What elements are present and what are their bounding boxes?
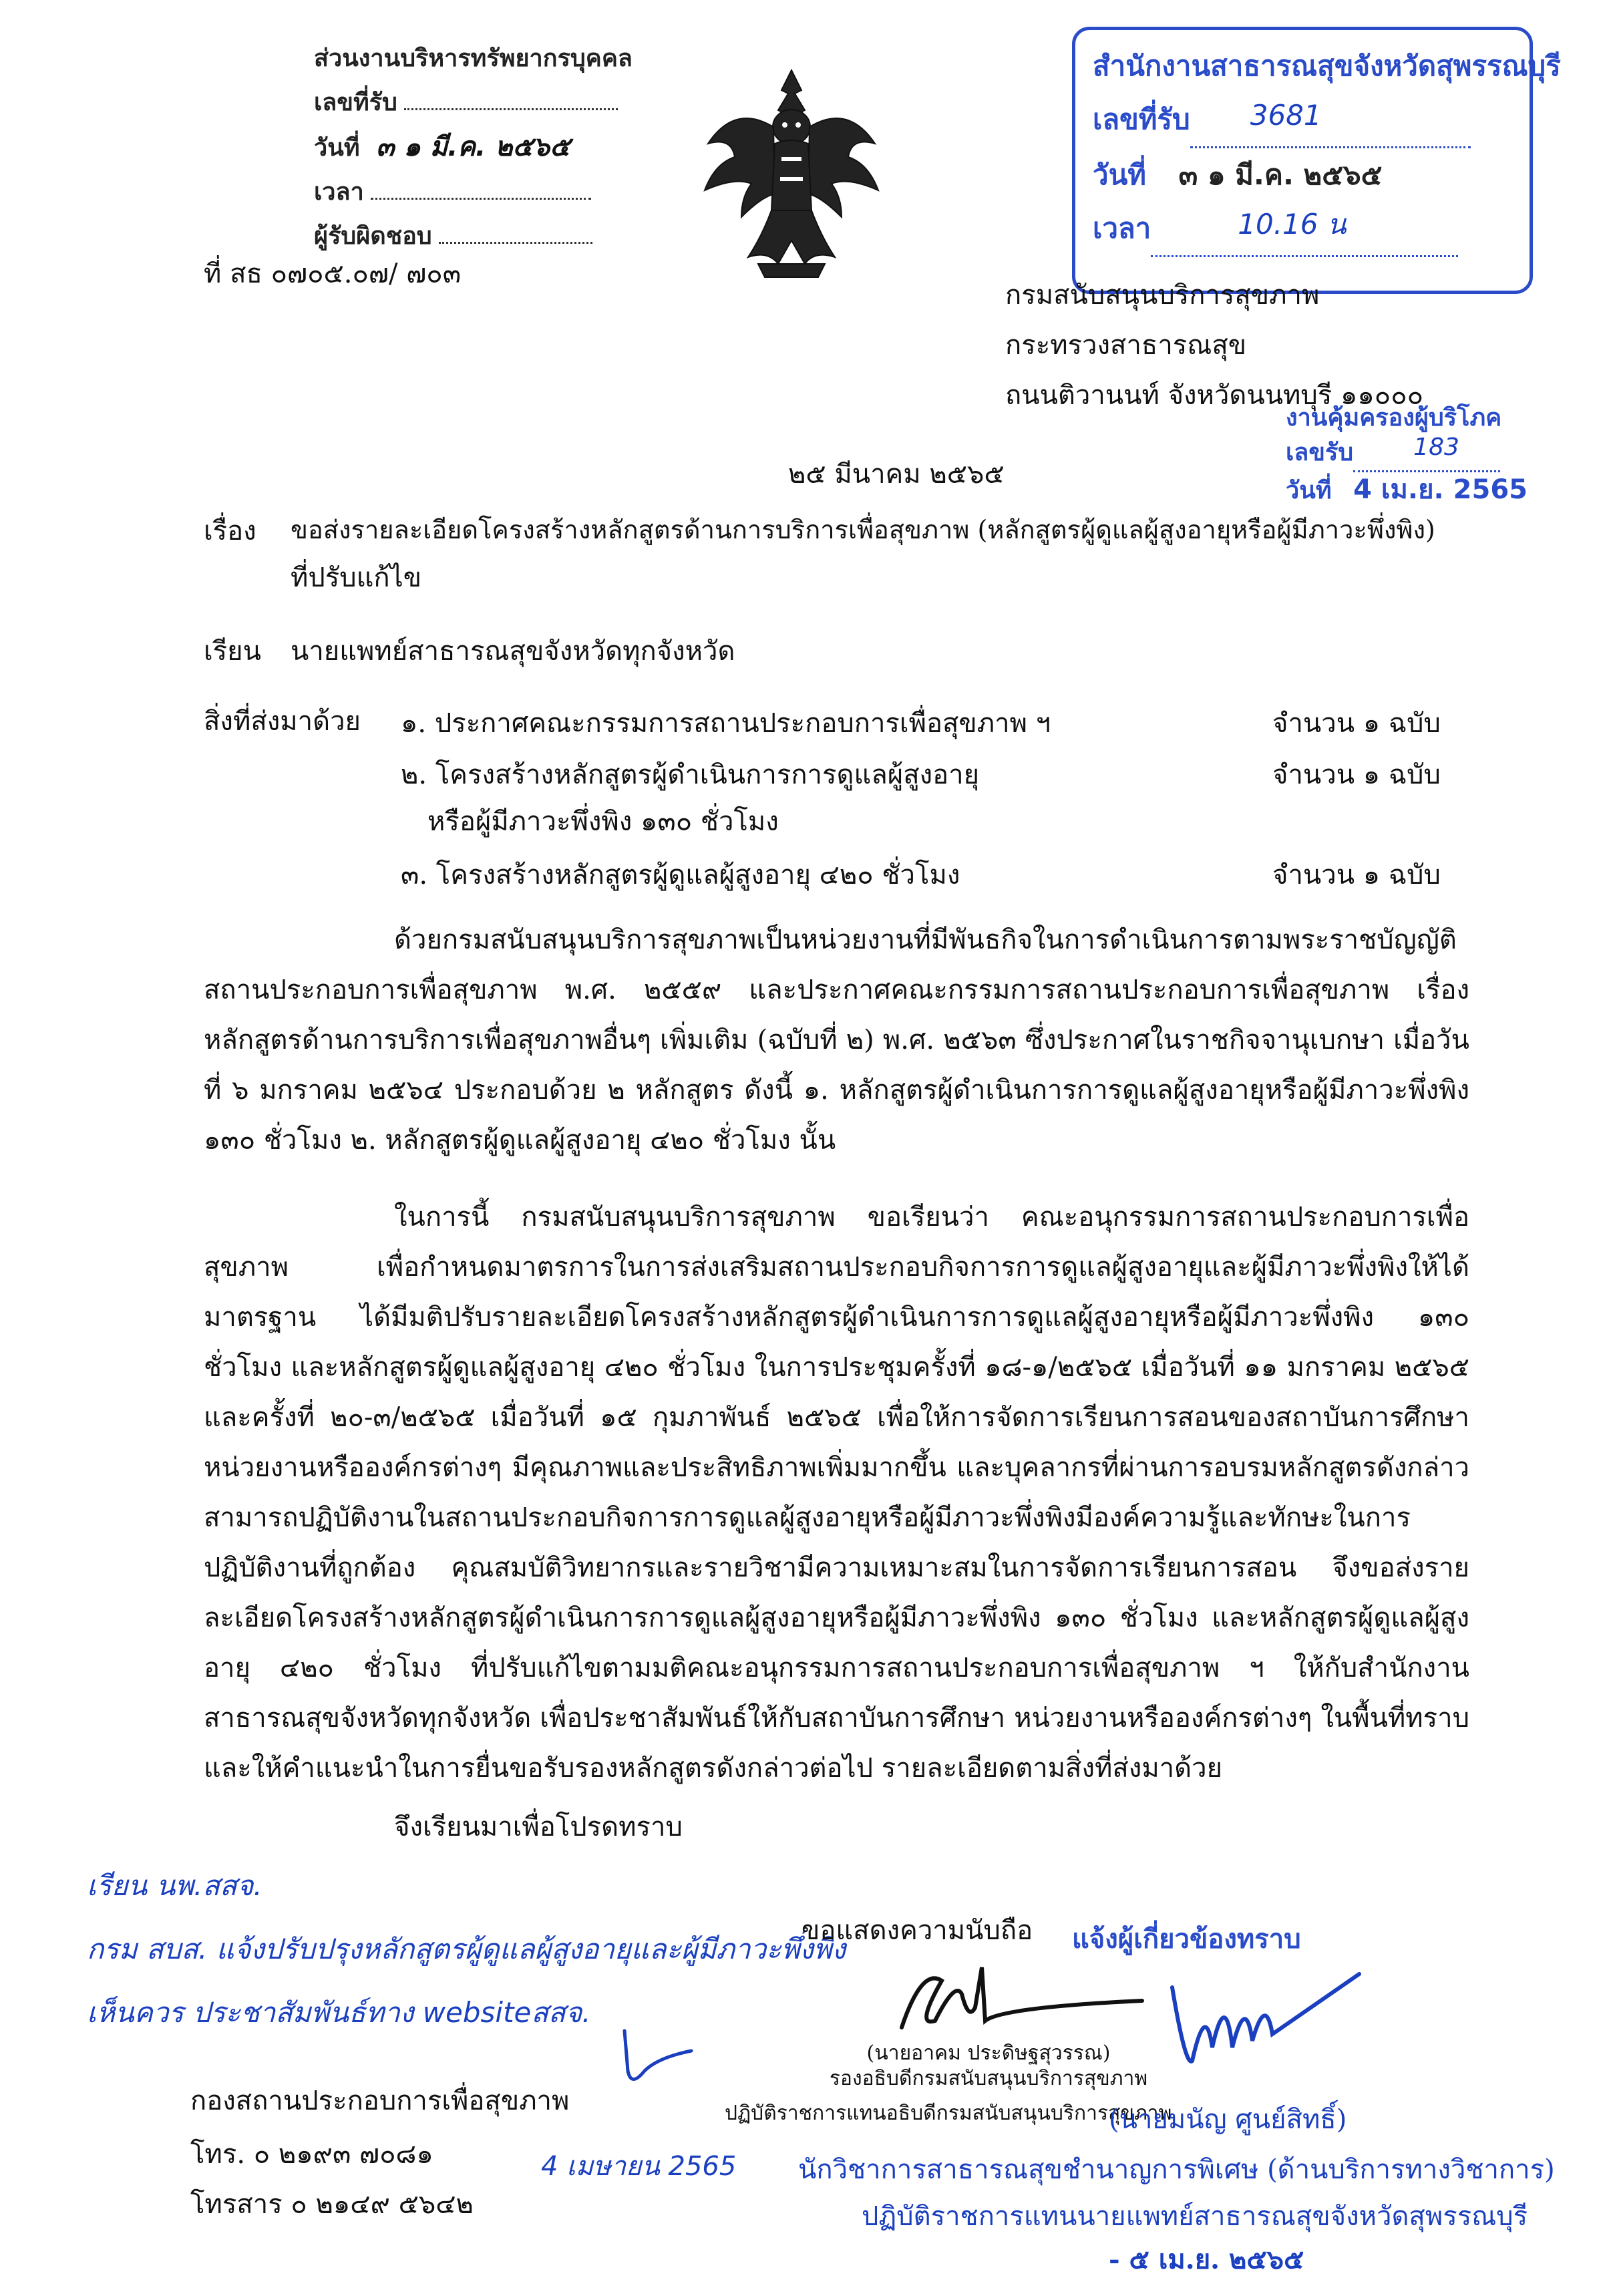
stamp-recv-label: เลขที่รับ (1093, 103, 1190, 136)
signer-title-2: ปฏิบัติราชการแทนอธิบดีกรมสนับสนุนบริการสุขภาพ (725, 2102, 1172, 2125)
sender-department: กรมสนับสนุนบริการสุขภาพ (1005, 280, 1320, 311)
body-paragraph-2: ในการนี้ กรมสนับสนุนบริการสุขภาพ ขอเรียนว่า คณะอนุกรรมการสถานประกอบการเพื่อสุขภาพ เพื่อกำหนดมาตรการในการส่งเสริมสถานประกอบกิจการการดูแลผู้สูงอายุและผู้มีภาวะพึ่งพิงให้ได้มาตรฐาน ได้มีมติปรับรายละเอียดโครงสร้างหลักสูตรผู้ดำเนินการการดูแลผู้สูงอายุหรือผู้มีภาวะพึ่งพิง ๑๓๐ ชั่วโมง และหลักสูตรผู้ดูแลผู้สูงอายุ ๔๒๐ ชั่วโมง ในการประชุมครั้งที่ ๑๘-๑/๒๕๖๕ เมื่อวันที่ ๑๑ มกราคม ๒๕๖๕ และครั้งที่ ๒๐-๓/๒๕๖๕ เมื่อวันที่ ๑๕ กุมภาพันธ์ ๒๕๖๕ เพื่อให้การจัดการเรียนการสอนของสถาบันการศึกษา หน่วยงานหรือองค์กรต่างๆ มีคุณภาพและประสิทธิภาพเพิ่มมากขึ้น และบุคลากรที่ผ่านการอบรมหลักสูตรดังกล่าวสามารถปฏิบัติงานในสถานประกอบกิจการการดูแลผู้สูงอายุหรือผู้มีภาวะพึ่งพิงมีองค์ความรู้และทักษะในการปฏิบัติงานที่ถูกต้อง คุณสมบัติวิทยากรและรายวิชามีความเหมาะสมในการจัดการเรียนการสอน จึงขอส่งรายละเอียดโครงสร้างหลักสูตรผู้ดำเนินการการดูแลผู้สูงอายุหรือผู้มีภาวะพึ่งพิง ๑๓๐ ชั่วโมง และหลักสูตรผู้ดูแลผู้สูงอายุ ๔๒๐ ชั่วโมง ที่ปรับแก้ไขตามมติคณะอนุกรรมการสถานประกอบการเพื่อสุขภาพ ฯ ให้กับสำนักงานสาธารณสุขจังหวัดทุกจังหวัด เพื่อประชาสัมพันธ์ให้กับสถาบันการศึกษา หน่วยงานหรือองค์กรต่างๆ ในพื้นที่ทราบ และให้คำแนะนำในการยื่นขอรับรองหลักสูตรดังกล่าวต่อไป รายละเอียดตามสิ่งที่ส่งมาด้วย (204, 1202, 1470, 1784)
receipt-stamp-consumer-protection (1286, 401, 1528, 508)
sender-street: ถนนติวานนท์ จังหวัดนนทบุรี ๑๑๐๐๐ (1005, 380, 1424, 411)
closing-line: จึงเรียนมาเพื่อโปรดทราบ (394, 1812, 683, 1842)
stamp-office-title: สำนักงานสาธารณสุขจังหวัดสุพรรณบุรี (1093, 49, 1561, 82)
stamp-left-org: ส่วนงานบริหารทรัพยากรบุคคล (314, 45, 633, 72)
consumer-recv-label: เลขรับ (1286, 439, 1354, 466)
attachment-3-qty: จำนวน ๑ ฉบับ (1272, 860, 1441, 890)
stamp-left-date-label: วันที่ (314, 134, 360, 162)
signer-signature (875, 1954, 1155, 2047)
approver-title-2: ปฏิบัติราชการแทนนายแพทย์สาธารณสุขจังหวัดสุพรรณบุรี (862, 2201, 1528, 2232)
stamp-time-value: 10.16 น (1238, 208, 1347, 240)
attachments-label: สิ่งที่ส่งมาด้วย (204, 706, 361, 737)
consumer-recv-value: 183 (1413, 434, 1459, 461)
note-line-1: เรียน นพ.สสจ. (87, 1869, 262, 1902)
consumer-date-label: วันที่ (1286, 477, 1332, 504)
subject-line1: ขอส่งรายละเอียดโครงสร้างหลักสูตรด้านการบริการเพื่อสุขภาพ (หลักสูตรผู้ดูแลผู้สูงอายุหรือผู้มีภาวะพึ่งพิง) (291, 515, 1435, 544)
signer-name: (นายอาคม ประดิษฐสุวรรณ) (866, 2041, 1111, 2065)
approver-signature (1145, 1961, 1366, 2094)
fax: โทรสาร ๐ ๒๑๔๙ ๕๖๔๒ (190, 2189, 474, 2220)
stamp-date-value: ๓ ๑ มี.ค. ๒๕๖๕ (1178, 158, 1383, 191)
regards: ขอแสดงความนับถือ (801, 1915, 1033, 1946)
division: กองสถานประกอบการเพื่อสุขภาพ (190, 2086, 570, 2116)
letter-date: ๒๕ มีนาคม ๒๕๖๕ (788, 459, 1005, 490)
stamp-time-label: เวลา (1093, 212, 1151, 244)
subject-label: เรื่อง (204, 516, 256, 546)
note-line-3: เห็นควร ประชาสัมพันธ์ทาง websiteสสจ. (87, 1996, 591, 2029)
stamp-left-date-value: ๓ ๑ มี.ค. ๒๕๖๕ (376, 132, 570, 162)
stamp-left-time-label: เวลา (314, 178, 364, 206)
stamp-recv-value: 3681 (1250, 99, 1322, 132)
attachment-2-cont: หรือผู้มีภาวะพึ่งพิง ๑๓๐ ชั่วโมง (427, 806, 779, 837)
telephone: โทร. ๐ ๒๑๙๓ ๗๐๘๑ (190, 2139, 433, 2170)
attachment-2: ๒. โครงสร้างหลักสูตรผู้ดำเนินการการดูแลผู้สูงอายุ (401, 760, 980, 790)
garuda-emblem (695, 63, 888, 284)
handwritten-date: 4 เมษายน 2565 (541, 2151, 737, 2182)
receipt-stamp-provincial-office (1072, 27, 1561, 294)
attachment-2-qty: จำนวน ๑ ฉบับ (1272, 760, 1441, 790)
receipt-stamp-left (314, 37, 633, 259)
signer-block (801, 2041, 1176, 2092)
handwritten-note (87, 1854, 846, 2044)
stamp-left-responsible-label: ผู้รับผิดชอบ (314, 222, 432, 250)
notify-stamp: แจ้งผู้เกี่ยวข้องทราบ (1072, 1924, 1301, 1955)
sender-address (1005, 271, 1423, 421)
consumer-stamp-title: งานคุ้มครองผู้บริโภค (1286, 404, 1502, 432)
approver-name: (นายมนัญ ศูนย์สิทธิ์) (1109, 2104, 1347, 2135)
stamp-left-recv-label: เลขที่รับ (314, 89, 397, 116)
attachment-1: ๑. ประกาศคณะกรรมการสถานประกอบการเพื่อสุขภาพ ฯ (401, 708, 1051, 739)
attachment-1-qty: จำนวน ๑ ฉบับ (1272, 708, 1441, 739)
attachment-3: ๓. โครงสร้างหลักสูตรผู้ดูแลผู้สูงอายุ ๔๒๐ ชั่วโมง (401, 860, 960, 890)
consumer-date-value: 4 เม.ย. 2565 (1353, 474, 1528, 505)
body-paragraph-1: ด้วยกรมสนับสนุนบริการสุขภาพเป็นหน่วยงานที่มีพันธกิจในการดำเนินการตามพระราชบัญญัติสถานประกอบการเพื่อสุขภาพ พ.ศ. ๒๕๕๙ และประกาศคณะกรรมการสถานประกอบการเพื่อสุขภาพ เรื่อง หลักสูตรด้านการบริการเพื่อสุขภาพอื่นๆ เพิ่มเติม (ฉบับที่ ๒) พ.ศ. ๒๕๖๓ ซึ่งประกาศในราชกิจจานุเบกษา เมื่อวันที่ ๖ มกราคม ๒๕๖๔ ประกอบด้วย ๒ หลักสูตร ดังนี้ ๑. หลักสูตรผู้ดำเนินการการดูแลผู้สูงอายุหรือผู้มีภาวะพึ่งพิง ๑๓๐ ชั่วโมง ๒. หลักสูตรผู้ดูแลผู้สูงอายุ ๔๒๐ ชั่วโมง นั้น (204, 925, 1469, 1156)
recipient: นายแพทย์สาธารณสุขจังหวัดทุกจังหวัด (291, 636, 735, 667)
subject-line2: ที่ปรับแก้ไข (291, 562, 422, 593)
signer-title-1: รองอธิบดีกรมสนับสนุนบริการสุขภาพ (829, 2067, 1148, 2090)
stamp-date-label: วันที่ (1093, 158, 1146, 191)
approver-title-1: นักวิชาการสาธารณสุขชำนาญการพิเศษ (ด้านบริการทางวิชาการ) (798, 2154, 1555, 2185)
document-number: ที่ สธ ๐๗๐๕.๐๗/ ๗๐๓ (204, 259, 462, 289)
recipient-label: เรียน (204, 636, 261, 667)
approver-date: - ๕ เม.ย. ๒๕๖๕ (1109, 2244, 1304, 2275)
sender-ministry: กระทรวงสาธารณสุข (1005, 330, 1247, 361)
note-line-2: กรม สบส. แจ้งปรับปรุงหลักสูตรผู้ดูแลผู้สูงอายุและผู้มีภาวะพึ่งพิง (87, 1933, 846, 1965)
initial-signature (604, 2024, 698, 2098)
